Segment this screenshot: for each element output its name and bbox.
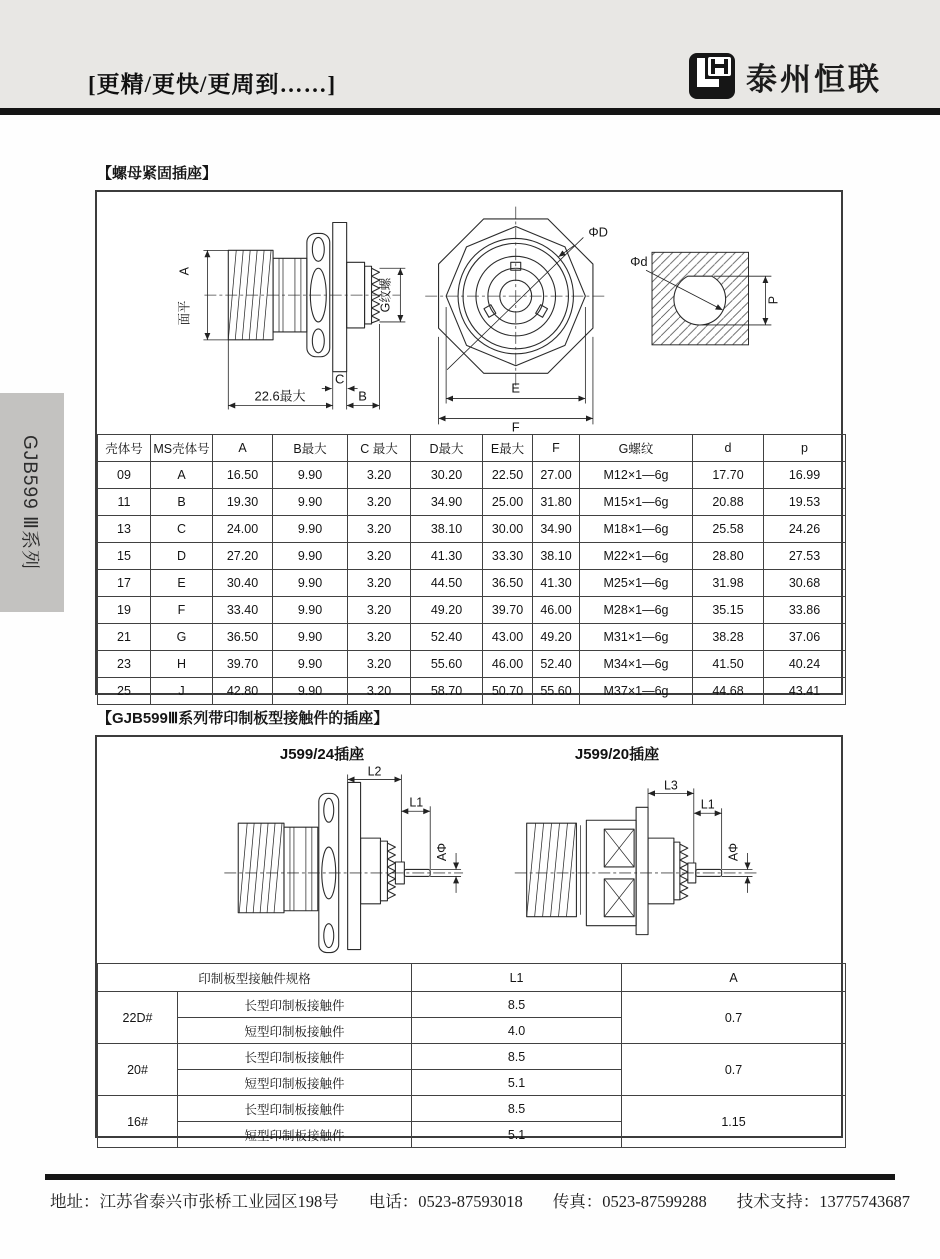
table-cell: 46.00 (483, 651, 533, 678)
table-cell: 3.20 (348, 462, 411, 489)
company-logo (688, 52, 882, 100)
table-cell: 55.60 (533, 678, 580, 705)
table-row (98, 570, 846, 597)
table-cell: 22.50 (483, 462, 533, 489)
contact-table-body (98, 992, 846, 1148)
table-row (98, 1044, 846, 1070)
table-cell: 37.06 (764, 624, 846, 651)
table-cell: 27.20 (213, 543, 273, 570)
table-cell: 31.98 (693, 570, 764, 597)
table-cell: 43.41 (764, 678, 846, 705)
table-cell: 19.53 (764, 489, 846, 516)
j599-24-title: J599/24插座 (279, 746, 365, 763)
thread-g-label: G纹螺 (378, 277, 393, 313)
table-cell: 34.90 (411, 489, 483, 516)
table-cell: 17 (98, 570, 151, 597)
table-cell: 19.30 (213, 489, 273, 516)
footer-support: 技术支持：13775743687 (736, 1192, 910, 1211)
plane-label: 面平 (177, 300, 192, 326)
table-cell: 19 (98, 597, 151, 624)
dim-e-label: E (511, 380, 521, 396)
table-cell: 36.50 (483, 570, 533, 597)
j599-20-title: J599/20插座 (574, 746, 660, 763)
table-row (98, 489, 846, 516)
footer-rule (45, 1174, 895, 1180)
table-cell: 30.68 (764, 570, 846, 597)
sidebar-series-tab (0, 393, 64, 612)
table-cell: 24.00 (213, 516, 273, 543)
table-header-row (98, 964, 846, 992)
header-rule (0, 108, 940, 115)
table-cell: 9.90 (273, 651, 348, 678)
footer (50, 1188, 910, 1212)
table-cell: M34×1—6g (580, 651, 693, 678)
contact-l1-cell: 8.5 (412, 1096, 622, 1122)
dim-f-label: F (511, 419, 520, 434)
table-cell: 33.30 (483, 543, 533, 570)
table-cell: 58.70 (411, 678, 483, 705)
col-header: F (533, 435, 580, 462)
dim-l3-label: L3 (664, 778, 678, 793)
table-cell: 3.20 (348, 570, 411, 597)
col-header: 壳体号 (98, 435, 151, 462)
table-cell: 30.40 (213, 570, 273, 597)
dim-l2-label: L2 (367, 765, 382, 779)
a-col-header: A (622, 964, 846, 992)
table-cell: 27.53 (764, 543, 846, 570)
table-cell: 13 (98, 516, 151, 543)
dim-a-label: A (177, 267, 192, 276)
dim-l1-label: L1 (409, 795, 424, 810)
table-cell: 9.90 (273, 570, 348, 597)
table-row (98, 651, 846, 678)
table-cell: 28.80 (693, 543, 764, 570)
table-cell: 41.30 (533, 570, 580, 597)
footer-fax: 传真：0523-87599288 (552, 1192, 707, 1211)
table-cell: D (151, 543, 213, 570)
table-header-row (98, 435, 846, 462)
table-cell: M28×1—6g (580, 597, 693, 624)
col-header: B最大 (273, 435, 348, 462)
lh-logo-icon (688, 52, 736, 100)
table-row (98, 678, 846, 705)
table-cell: 25.00 (483, 489, 533, 516)
table-cell: 20.88 (693, 489, 764, 516)
table-cell: 9.90 (273, 624, 348, 651)
table-cell: 35.15 (693, 597, 764, 624)
table-cell: 17.70 (693, 462, 764, 489)
table-row (98, 543, 846, 570)
table-cell: 09 (98, 462, 151, 489)
table-cell: 9.90 (273, 462, 348, 489)
contact-size-cell: 16# (98, 1096, 178, 1148)
table-cell: G (151, 624, 213, 651)
table-cell: 9.90 (273, 678, 348, 705)
dim-b-label: B (358, 388, 367, 404)
phi-d-hole-label: Φd (630, 254, 648, 270)
table-cell: 3.20 (348, 597, 411, 624)
contact-l1-cell: 8.5 (412, 992, 622, 1018)
contact-size-cell: 20# (98, 1044, 178, 1096)
table-cell: 33.40 (213, 597, 273, 624)
nut-socket-panel (95, 190, 843, 698)
contact-a-cell: 1.15 (622, 1096, 846, 1148)
dim-p-label: P (766, 295, 781, 305)
table-cell: 3.20 (348, 516, 411, 543)
table-cell: 39.70 (213, 651, 273, 678)
section2-title: 【GJB599Ⅲ系列带印制板型接触件的插座】 (97, 710, 389, 727)
table-cell: 44.68 (693, 678, 764, 705)
contact-spec-cell: 短型印制板接触件 (178, 1070, 412, 1096)
table-cell: 42.80 (213, 678, 273, 705)
table-row (98, 992, 846, 1018)
dim-l1-label: L1 (700, 797, 715, 812)
col-header: G螺纹 (580, 435, 693, 462)
contact-a-cell: 0.7 (622, 1044, 846, 1096)
section1-title: 【螺母紧固插座】 (97, 165, 218, 182)
table-cell: 3.20 (348, 543, 411, 570)
table-cell: 3.20 (348, 624, 411, 651)
table-cell: 49.20 (533, 624, 580, 651)
table-cell: 30.00 (483, 516, 533, 543)
table-cell: 44.50 (411, 570, 483, 597)
table-cell: C (151, 516, 213, 543)
pcb-socket-technical-drawing (97, 765, 841, 963)
contact-spec-cell: 长型印制板接触件 (178, 1096, 412, 1122)
spec-col-header: 印制板型接触件规格 (98, 964, 412, 992)
table-cell: 41.50 (693, 651, 764, 678)
nut-socket-technical-drawing (97, 192, 841, 434)
table-row (98, 624, 846, 651)
phi-a-label: AΦ (726, 842, 741, 862)
table-cell: 39.70 (483, 597, 533, 624)
contact-spec-cell: 短型印制板接触件 (178, 1122, 412, 1148)
table-cell: 31.80 (533, 489, 580, 516)
table-cell: 55.60 (411, 651, 483, 678)
col-header: d (693, 435, 764, 462)
l1-col-header: L1 (412, 964, 622, 992)
table-cell: 9.90 (273, 543, 348, 570)
table-cell: 3.20 (348, 489, 411, 516)
table-cell: 52.40 (411, 624, 483, 651)
table-cell: 34.90 (533, 516, 580, 543)
contact-l1-cell: 5.1 (412, 1070, 622, 1096)
table-row (98, 462, 846, 489)
col-header: p (764, 435, 846, 462)
sidebar-series-label: GJB599 Ⅲ系列 (19, 434, 41, 571)
table-cell: 9.90 (273, 597, 348, 624)
col-header: C 最大 (348, 435, 411, 462)
contact-spec-cell: 长型印制板接触件 (178, 1044, 412, 1070)
table-cell: 36.50 (213, 624, 273, 651)
table-cell: 24.26 (764, 516, 846, 543)
col-header: MS壳体号 (151, 435, 213, 462)
table-cell: M31×1—6g (580, 624, 693, 651)
contact-l1-cell: 8.5 (412, 1044, 622, 1070)
table-cell: 23 (98, 651, 151, 678)
table-cell: 3.20 (348, 651, 411, 678)
brand-text: 泰州恒联 (746, 61, 882, 97)
table-cell: F (151, 597, 213, 624)
contact-l1-cell: 5.1 (412, 1122, 622, 1148)
table-cell: 3.20 (348, 678, 411, 705)
table-row (98, 516, 846, 543)
table-cell: 25.58 (693, 516, 764, 543)
table-cell: M22×1—6g (580, 543, 693, 570)
pcb-socket-panel (95, 735, 843, 1143)
table-cell: 38.10 (411, 516, 483, 543)
table-cell: 43.00 (483, 624, 533, 651)
footer-address: 地址：江苏省泰兴市张桥工业园区198号 (50, 1192, 339, 1211)
table-cell: 33.86 (764, 597, 846, 624)
table-cell: 11 (98, 489, 151, 516)
contact-spec-cell: 长型印制板接触件 (178, 992, 412, 1018)
contact-spec-cell: 短型印制板接触件 (178, 1018, 412, 1044)
table-cell: H (151, 651, 213, 678)
table-row (98, 1096, 846, 1122)
table-row (98, 597, 846, 624)
table-cell: E (151, 570, 213, 597)
table-cell: 30.20 (411, 462, 483, 489)
table-cell: 49.20 (411, 597, 483, 624)
col-header: E最大 (483, 435, 533, 462)
contact-l1-cell: 4.0 (412, 1018, 622, 1044)
table-cell: M25×1—6g (580, 570, 693, 597)
table-cell: 9.90 (273, 516, 348, 543)
table-cell: 15 (98, 543, 151, 570)
footer-phone: 电话：0523-87593018 (368, 1192, 523, 1211)
table-cell: 50.70 (483, 678, 533, 705)
table-cell: 16.50 (213, 462, 273, 489)
table-cell: 38.10 (533, 543, 580, 570)
table-cell: A (151, 462, 213, 489)
shell-table-body (98, 462, 846, 705)
table-cell: 9.90 (273, 489, 348, 516)
table-cell: 38.28 (693, 624, 764, 651)
phi-a-label: AΦ (435, 842, 450, 862)
table-cell: 27.00 (533, 462, 580, 489)
table-cell: M18×1—6g (580, 516, 693, 543)
table-cell: J (151, 678, 213, 705)
overall-length-label: 22.6最大 (254, 388, 306, 404)
contact-size-cell: 22D# (98, 992, 178, 1044)
table-cell: 41.30 (411, 543, 483, 570)
table-cell: M37×1—6g (580, 678, 693, 705)
dim-c-label: C (335, 371, 345, 387)
table-cell: 40.24 (764, 651, 846, 678)
table-cell: 21 (98, 624, 151, 651)
col-header: A (213, 435, 273, 462)
table-cell: B (151, 489, 213, 516)
phi-d-outer-label: ΦD (588, 224, 609, 240)
table-cell: 46.00 (533, 597, 580, 624)
header-slogan: [更精/更快/更周到……] (88, 72, 337, 97)
table-cell: 52.40 (533, 651, 580, 678)
pcb-contact-table (97, 963, 846, 1148)
shell-dimension-table (97, 434, 846, 705)
table-cell: 25 (98, 678, 151, 705)
col-header: D最大 (411, 435, 483, 462)
table-cell: M12×1—6g (580, 462, 693, 489)
table-cell: M15×1—6g (580, 489, 693, 516)
table-cell: 16.99 (764, 462, 846, 489)
contact-a-cell: 0.7 (622, 992, 846, 1044)
